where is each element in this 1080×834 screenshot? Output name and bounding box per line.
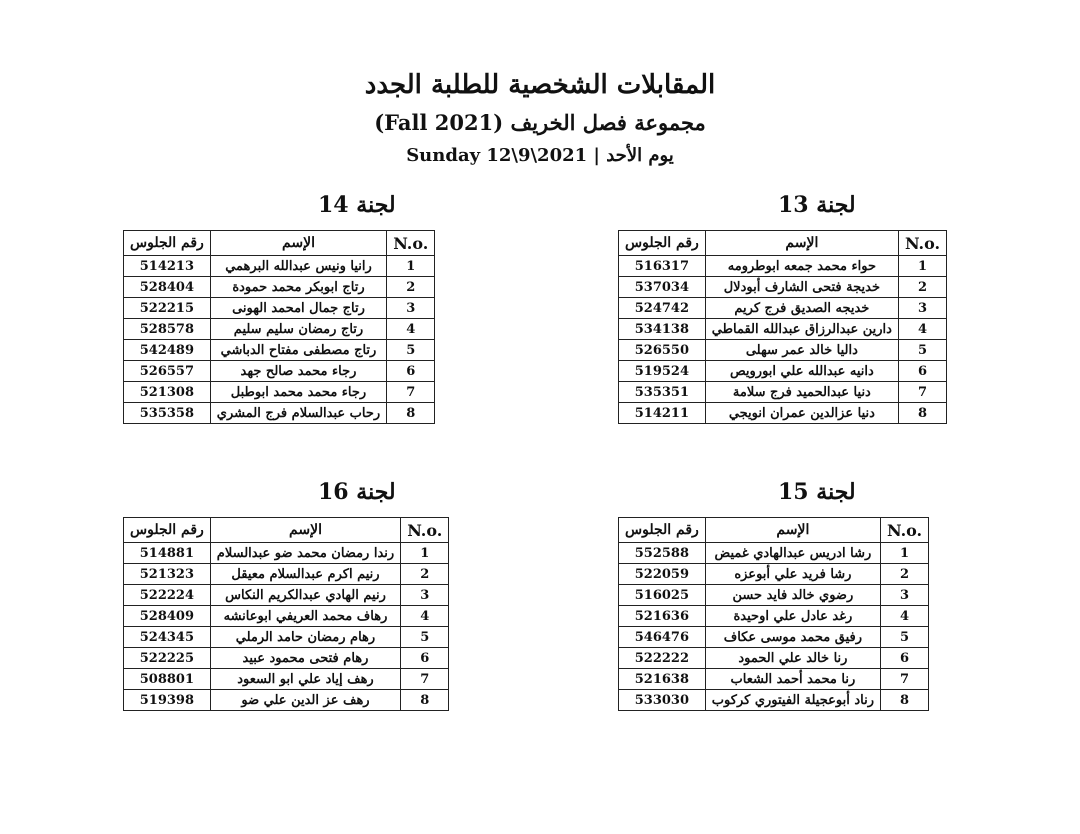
seat-column-header: رقم الجلوس [619, 518, 706, 543]
seat-number-cell: 524742 [619, 298, 706, 319]
seat-column-header: رقم الجلوس [124, 518, 211, 543]
row-number-cell: 4 [880, 606, 928, 627]
student-name-cell: رهاف محمد العريفي ابوعانشه [210, 606, 400, 627]
number-column-header: N.o. [387, 231, 435, 256]
seat-number-cell: 514211 [619, 403, 706, 424]
student-name-cell: رتاج رمضان سليم سليم [210, 319, 386, 340]
row-number-cell: 7 [880, 669, 928, 690]
student-name-cell: رانيا ونيس عبدالله البرهمي [210, 256, 386, 277]
seat-number-cell: 528409 [124, 606, 211, 627]
student-name-cell: رتاج جمال امحمد الهونى [210, 298, 386, 319]
row-number-cell: 3 [387, 298, 435, 319]
seat-column-header: رقم الجلوس [124, 231, 211, 256]
table-row [124, 690, 449, 711]
seat-number-cell: 519524 [619, 361, 706, 382]
committee-title: لجنة 13 [778, 192, 856, 218]
seat-number-cell: 535358 [124, 403, 211, 424]
table-row [619, 403, 947, 424]
seat-number-cell: 526550 [619, 340, 706, 361]
row-number-cell: 2 [898, 277, 946, 298]
seat-number-cell: 521638 [619, 669, 706, 690]
student-name-cell: رنا محمد أحمد الشعاب [705, 669, 880, 690]
student-name-cell: رشا ادريس عبدالهادي غميض [705, 543, 880, 564]
table-row [124, 606, 449, 627]
student-name-cell: دارين عبدالرزاق عبدالله القماطي [705, 319, 898, 340]
row-number-cell: 6 [898, 361, 946, 382]
table-header-row [124, 518, 449, 543]
student-name-cell: دانيه عبدالله علي ابورويص [705, 361, 898, 382]
row-number-cell: 8 [880, 690, 928, 711]
student-name-cell: رناد أبوعجيلة الفيتوري كركوب [705, 690, 880, 711]
row-number-cell: 6 [401, 648, 449, 669]
table-row [619, 256, 947, 277]
student-name-cell: رتاج ابوبكر محمد حمودة [210, 277, 386, 298]
row-number-cell: 1 [898, 256, 946, 277]
student-name-cell: رهام فتحى محمود عبيد [210, 648, 400, 669]
seat-number-cell: 521308 [124, 382, 211, 403]
table-header-row [619, 231, 947, 256]
seat-number-cell: 521323 [124, 564, 211, 585]
student-name-cell: داليا خالد عمر سهلى [705, 340, 898, 361]
table-row [619, 543, 929, 564]
row-number-cell: 8 [401, 690, 449, 711]
table-row [124, 543, 449, 564]
table-row [124, 564, 449, 585]
student-name-cell: رغد عادل علي اوحيدة [705, 606, 880, 627]
document-date: يوم الأحد | Sunday 12\9\2021 [406, 145, 674, 166]
student-name-cell: رنا خالد علي الحمود [705, 648, 880, 669]
seat-number-cell: 524345 [124, 627, 211, 648]
row-number-cell: 2 [401, 564, 449, 585]
seat-number-cell: 508801 [124, 669, 211, 690]
document-title: المقابلات الشخصية للطلبة الجدد [364, 70, 716, 100]
row-number-cell: 3 [898, 298, 946, 319]
row-number-cell: 1 [387, 256, 435, 277]
table-row [124, 382, 435, 403]
student-name-cell: خديجة فتحى الشارف أبودلال [705, 277, 898, 298]
student-name-cell: رتاج مصطفى مفتاح الدباشي [210, 340, 386, 361]
student-name-cell: رهف عز الدين علي ضو [210, 690, 400, 711]
table-row [619, 606, 929, 627]
student-name-cell: رفيق محمد موسى عكاف [705, 627, 880, 648]
row-number-cell: 7 [401, 669, 449, 690]
name-column-header: الإسم [210, 231, 386, 256]
seat-number-cell: 528578 [124, 319, 211, 340]
row-number-cell: 5 [401, 627, 449, 648]
student-name-cell: حواء محمد جمعه ابوطرومه [705, 256, 898, 277]
student-name-cell: رهام رمضان حامد الرملي [210, 627, 400, 648]
table-row [124, 277, 435, 298]
table-row [124, 256, 435, 277]
seat-number-cell: 546476 [619, 627, 706, 648]
row-number-cell: 7 [898, 382, 946, 403]
table-row [619, 564, 929, 585]
student-name-cell: رضوي خالد فايد حسن [705, 585, 880, 606]
row-number-cell: 8 [387, 403, 435, 424]
student-name-cell: رحاب عبدالسلام فرج المشري [210, 403, 386, 424]
student-name-cell: رهف إياد علي ابو السعود [210, 669, 400, 690]
seat-number-cell: 522222 [619, 648, 706, 669]
seat-number-cell: 552588 [619, 543, 706, 564]
student-name-cell: خديجه الصديق فرج كريم [705, 298, 898, 319]
seat-number-cell: 516025 [619, 585, 706, 606]
table-row [619, 382, 947, 403]
table-row [124, 340, 435, 361]
seat-number-cell: 528404 [124, 277, 211, 298]
seat-number-cell: 519398 [124, 690, 211, 711]
row-number-cell: 4 [898, 319, 946, 340]
seat-number-cell: 534138 [619, 319, 706, 340]
seat-number-cell: 514881 [124, 543, 211, 564]
student-name-cell: رنيم الهادي عبدالكريم النكاس [210, 585, 400, 606]
student-name-cell: رجاء محمد محمد ابوطبل [210, 382, 386, 403]
number-column-header: N.o. [898, 231, 946, 256]
table-row [619, 669, 929, 690]
committee-title: لجنة 16 [318, 479, 396, 505]
seat-number-cell: 522059 [619, 564, 706, 585]
students-table [618, 230, 947, 424]
students-table [123, 517, 449, 711]
student-name-cell: دنيا عبدالحميد فرج سلامة [705, 382, 898, 403]
students-table [618, 517, 929, 711]
table-row [619, 340, 947, 361]
committee-title: لجنة 15 [778, 479, 856, 505]
row-number-cell: 6 [880, 648, 928, 669]
seat-number-cell: 522215 [124, 298, 211, 319]
table-row [124, 585, 449, 606]
table-row [619, 277, 947, 298]
seat-number-cell: 542489 [124, 340, 211, 361]
row-number-cell: 7 [387, 382, 435, 403]
row-number-cell: 1 [401, 543, 449, 564]
table-header-row [124, 231, 435, 256]
table-row [619, 361, 947, 382]
student-name-cell: رندا رمضان محمد ضو عبدالسلام [210, 543, 400, 564]
row-number-cell: 8 [898, 403, 946, 424]
table-row [619, 319, 947, 340]
table-row [124, 361, 435, 382]
number-column-header: N.o. [401, 518, 449, 543]
row-number-cell: 5 [898, 340, 946, 361]
table-row [619, 627, 929, 648]
name-column-header: الإسم [210, 518, 400, 543]
table-row [124, 627, 449, 648]
seat-number-cell: 514213 [124, 256, 211, 277]
row-number-cell: 1 [880, 543, 928, 564]
row-number-cell: 3 [401, 585, 449, 606]
table-row [124, 669, 449, 690]
row-number-cell: 6 [387, 361, 435, 382]
seat-number-cell: 522224 [124, 585, 211, 606]
student-name-cell: رنيم اكرم عبدالسلام معيقل [210, 564, 400, 585]
row-number-cell: 2 [387, 277, 435, 298]
number-column-header: N.o. [880, 518, 928, 543]
row-number-cell: 5 [387, 340, 435, 361]
student-name-cell: رشا فريد علي أبوعزه [705, 564, 880, 585]
seat-number-cell: 533030 [619, 690, 706, 711]
document-subtitle: مجموعة فصل الخريف (Fall 2021) [374, 110, 706, 135]
seat-number-cell: 535351 [619, 382, 706, 403]
name-column-header: الإسم [705, 518, 880, 543]
table-header-row [619, 518, 929, 543]
row-number-cell: 2 [880, 564, 928, 585]
student-name-cell: رجاء محمد صالح جهد [210, 361, 386, 382]
seat-number-cell: 516317 [619, 256, 706, 277]
name-column-header: الإسم [705, 231, 898, 256]
student-name-cell: دنيا عزالدين عمران انويجي [705, 403, 898, 424]
table-row [619, 648, 929, 669]
table-row [619, 585, 929, 606]
table-row [124, 403, 435, 424]
row-number-cell: 3 [880, 585, 928, 606]
table-row [124, 298, 435, 319]
table-row [619, 298, 947, 319]
seat-column-header: رقم الجلوس [619, 231, 706, 256]
table-row [619, 690, 929, 711]
committee-title: لجنة 14 [318, 192, 396, 218]
seat-number-cell: 537034 [619, 277, 706, 298]
table-row [124, 319, 435, 340]
row-number-cell: 4 [401, 606, 449, 627]
row-number-cell: 5 [880, 627, 928, 648]
row-number-cell: 4 [387, 319, 435, 340]
table-row [124, 648, 449, 669]
seat-number-cell: 522225 [124, 648, 211, 669]
students-table [123, 230, 435, 424]
seat-number-cell: 521636 [619, 606, 706, 627]
seat-number-cell: 526557 [124, 361, 211, 382]
